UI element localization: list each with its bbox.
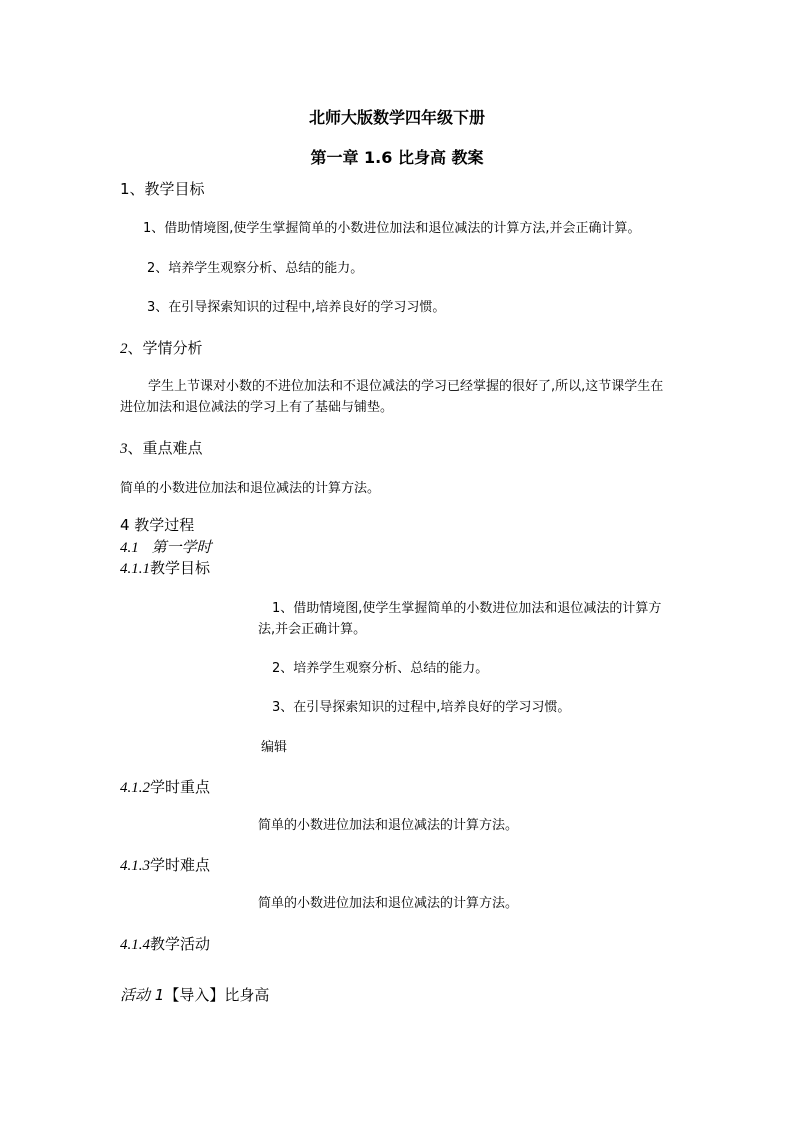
document-title: 北师大版数学四年级下册: [308, 108, 485, 127]
subsection-number: 4.1.2: [120, 780, 150, 796]
lesson-goal-item-3: 3、在引导探索知识的过程中,培养良好的学习习惯。: [272, 700, 571, 715]
section-number: 3: [120, 441, 128, 457]
lesson-goal-item-2: 2、培养学生观察分析、总结的能力。: [272, 661, 489, 676]
subsection-heading-lesson-goals: [120, 561, 210, 577]
subsection-heading-text: 教学活动: [150, 935, 211, 953]
subsection-number: 4.1.3: [120, 858, 150, 874]
section-heading-key-points: [120, 441, 203, 457]
subsection-heading-lesson-1: [120, 540, 212, 556]
activity-title: 【导入】比身高: [164, 986, 270, 1004]
student-analysis-paragraph: 学生上节课对小数的不进位加法和不退位减法的学习已经掌握的很好了,所以,这节课学生在进位加法和退位减法的学习上有了基础与铺垫。: [120, 379, 664, 415]
subsection-heading-lesson-difficulties: [120, 858, 210, 874]
goal-item-1: 1、借助情境图,使学生掌握简单的小数进位加法和退位减法的计算方法,并会正确计算。: [143, 221, 641, 236]
section-heading-teaching-process: 4 教学过程: [120, 516, 195, 534]
lesson-difficulties-paragraph: 简单的小数进位加法和退位减法的计算方法。: [258, 896, 519, 911]
section-number: 2: [120, 341, 128, 357]
subsection-heading-lesson-key-points: [120, 780, 210, 796]
activity-heading: [120, 988, 269, 1003]
subsection-number: 4.1: [120, 540, 139, 556]
subsection-number: 4.1.1: [120, 561, 150, 577]
section-heading-text: 、学情分析: [127, 339, 203, 357]
section-heading-text: 、重点难点: [127, 439, 203, 457]
activity-prefix: 活动 1: [120, 986, 165, 1004]
subsection-heading-text: 学时难点: [150, 856, 211, 874]
subsection-number: 4.1.4: [120, 937, 150, 953]
lesson-key-points-paragraph: 简单的小数进位加法和退位减法的计算方法。: [258, 818, 519, 833]
document-subtitle: 第一章 1.6 比身高 教案: [310, 148, 484, 167]
subsection-heading-text: 学时重点: [150, 778, 211, 796]
goal-item-2: 2、培养学生观察分析、总结的能力。: [147, 261, 364, 276]
subsection-heading-teaching-activities: [120, 937, 210, 953]
section-heading-student-analysis: [120, 341, 203, 357]
goal-item-3: 3、在引导探索知识的过程中,培养良好的学习习惯。: [147, 300, 446, 315]
lesson-goal-item-1: 1、借助情境图,使学生掌握简单的小数进位加法和退位减法的计算方法,并会正确计算。: [258, 601, 662, 637]
key-points-paragraph: 简单的小数进位加法和退位减法的计算方法。: [120, 481, 381, 496]
subsection-heading-text: 教学目标: [150, 559, 211, 577]
section-heading-teaching-goals: 1、教学目标: [120, 180, 205, 198]
edit-label: 编辑: [261, 740, 288, 755]
subsection-heading-text: 第一学时: [151, 538, 212, 556]
